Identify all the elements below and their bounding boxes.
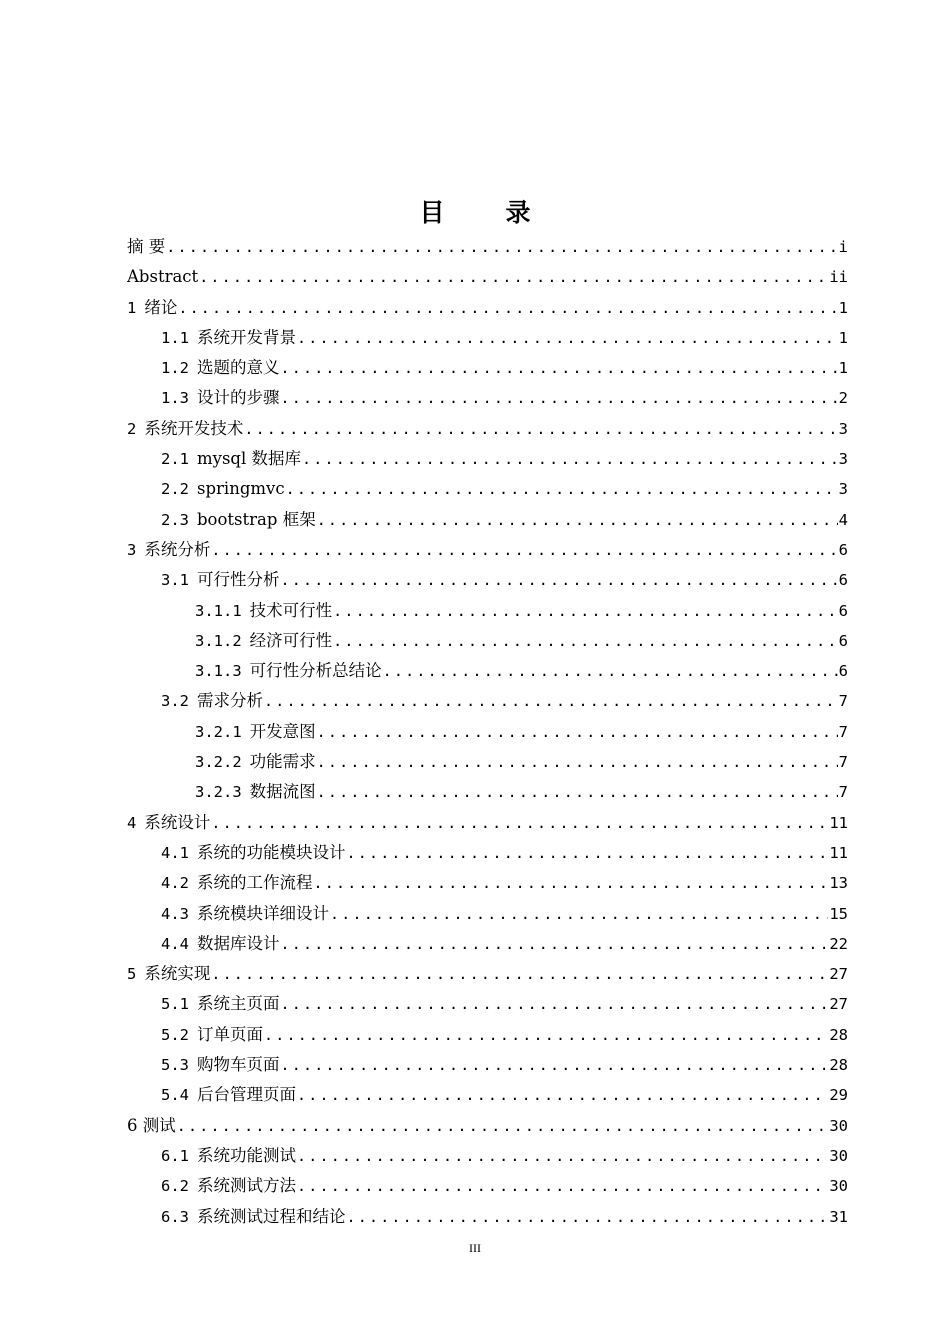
toc-entry-label bbox=[161, 899, 329, 929]
dot-leader bbox=[281, 929, 829, 959]
toc-entry-text: 可行性分析 bbox=[197, 570, 280, 590]
toc-entry-text: 技术可行性 bbox=[249, 600, 333, 620]
toc-entry-text: 设计的步骤 bbox=[197, 388, 280, 408]
dot-leader bbox=[297, 1141, 828, 1171]
toc-entry-label bbox=[161, 868, 313, 898]
toc-entry-page: 2 bbox=[838, 389, 848, 408]
toc-entry-text: bootstrap 框架 bbox=[197, 509, 316, 529]
toc-entry[interactable] bbox=[127, 989, 848, 1019]
toc-entry-number: 5 bbox=[127, 965, 137, 984]
toc-entry-page: 30 bbox=[829, 1116, 848, 1135]
toc-entry[interactable] bbox=[127, 1111, 848, 1141]
toc-entry-page: 6 bbox=[838, 540, 848, 559]
toc-entry-label bbox=[161, 1202, 346, 1232]
toc-entry-number: 2 bbox=[127, 419, 137, 438]
toc-entry-text: 系统主页面 bbox=[197, 994, 280, 1014]
toc-entry-label bbox=[127, 262, 198, 292]
dot-leader bbox=[211, 808, 828, 838]
toc-entry-number: 3.2 bbox=[161, 692, 189, 711]
toc-entry-page: 6 bbox=[838, 571, 848, 590]
toc-entry-number: 3.1.3 bbox=[195, 662, 242, 681]
toc-entry-label bbox=[195, 656, 382, 686]
toc-entry-page: 28 bbox=[829, 1056, 848, 1075]
dot-leader bbox=[264, 1020, 828, 1050]
dot-leader bbox=[244, 414, 837, 444]
dot-leader bbox=[281, 383, 838, 413]
toc-entry-number: 4.2 bbox=[161, 874, 189, 893]
toc-entry-page: 3 bbox=[838, 450, 848, 469]
toc-entry-number: 3.1.1 bbox=[195, 601, 242, 620]
dot-leader bbox=[330, 899, 828, 929]
toc-entry-number: 5.2 bbox=[161, 1025, 189, 1044]
toc-entry-page: 6 bbox=[838, 631, 848, 650]
toc-entry[interactable] bbox=[127, 747, 848, 777]
toc-entry-page: ii bbox=[829, 268, 848, 287]
dot-leader bbox=[347, 1202, 829, 1232]
toc-entry-text: 系统的工作流程 bbox=[197, 873, 313, 893]
toc-title: 目 录 bbox=[419, 198, 549, 227]
toc-entry-label bbox=[161, 1020, 263, 1050]
toc-entry-label bbox=[161, 1141, 296, 1171]
table-of-contents bbox=[127, 232, 848, 1232]
toc-entry-label bbox=[195, 626, 332, 656]
toc-entry-label bbox=[195, 777, 316, 807]
dot-leader bbox=[177, 1111, 829, 1141]
toc-entry-label bbox=[161, 989, 280, 1019]
toc-entry-label bbox=[127, 232, 165, 262]
toc-entry-number: 4.3 bbox=[161, 904, 189, 923]
toc-entry-label bbox=[161, 838, 346, 868]
toc-entry-text: 选题的意义 bbox=[197, 358, 280, 378]
toc-entry-page: 11 bbox=[829, 813, 848, 832]
toc-entry-number: 3.2.1 bbox=[195, 722, 242, 741]
toc-entry-page: 13 bbox=[829, 874, 848, 893]
toc-entry-number: 1 bbox=[127, 298, 137, 317]
dot-leader bbox=[166, 232, 837, 262]
toc-entry-label bbox=[127, 959, 210, 989]
toc-entry-label bbox=[161, 383, 280, 413]
toc-entry-number: 5.1 bbox=[161, 995, 189, 1014]
toc-entry-text: 系统测试过程和结论 bbox=[197, 1206, 346, 1226]
toc-entry-number: 4.1 bbox=[161, 843, 189, 862]
dot-leader bbox=[281, 1050, 829, 1080]
toc-entry-page: 6 bbox=[838, 662, 848, 681]
toc-entry-number: 3.2.3 bbox=[195, 783, 242, 802]
toc-entry-label bbox=[161, 323, 296, 353]
page-number: III bbox=[469, 1241, 481, 1255]
toc-entry-text: 经济可行性 bbox=[249, 630, 333, 650]
toc-entry-label bbox=[161, 1171, 296, 1201]
dot-leader bbox=[317, 505, 838, 535]
toc-entry-text: 系统的功能模块设计 bbox=[197, 842, 346, 862]
toc-entry-label bbox=[127, 293, 177, 323]
toc-entry-page: 15 bbox=[829, 904, 848, 923]
toc-entry-page: 7 bbox=[838, 783, 848, 802]
toc-entry-page: 7 bbox=[838, 692, 848, 711]
dot-leader bbox=[347, 838, 829, 868]
toc-entry-number: 6.1 bbox=[161, 1146, 189, 1165]
toc-entry-number: 3.1 bbox=[161, 571, 189, 590]
toc-entry-page: 29 bbox=[829, 1086, 848, 1105]
toc-entry-number: 5.4 bbox=[161, 1086, 189, 1105]
dot-leader bbox=[286, 474, 838, 504]
toc-entry-page: i bbox=[838, 238, 848, 256]
toc-entry-label bbox=[161, 505, 316, 535]
toc-entry-label bbox=[195, 747, 316, 777]
toc-entry[interactable] bbox=[127, 474, 848, 504]
toc-entry-text: 订单页面 bbox=[197, 1024, 263, 1044]
toc-entry-label bbox=[161, 929, 280, 959]
dot-leader bbox=[297, 1171, 828, 1201]
toc-entry[interactable] bbox=[127, 444, 848, 474]
toc-entry-text: 系统设计 bbox=[144, 812, 211, 832]
toc-entry-label bbox=[161, 474, 285, 504]
toc-entry-text: 绪论 bbox=[144, 297, 178, 317]
toc-entry-number: 1.1 bbox=[161, 328, 189, 347]
dot-leader bbox=[178, 293, 837, 323]
toc-entry-number: 2.2 bbox=[161, 480, 189, 499]
toc-entry[interactable] bbox=[127, 293, 848, 323]
toc-entry[interactable] bbox=[127, 626, 848, 656]
toc-entry[interactable] bbox=[127, 323, 848, 353]
toc-entry-page: 3 bbox=[838, 480, 848, 499]
dot-leader bbox=[297, 1080, 828, 1110]
dot-leader bbox=[281, 565, 838, 595]
toc-entry-text: springmvc bbox=[197, 479, 285, 499]
toc-entry-page: 7 bbox=[838, 753, 848, 772]
toc-entry-number: 6.2 bbox=[161, 1177, 189, 1196]
toc-entry[interactable] bbox=[127, 1141, 848, 1171]
toc-entry-text: 购物车页面 bbox=[197, 1055, 280, 1075]
toc-entry[interactable] bbox=[127, 717, 848, 747]
toc-entry-label bbox=[127, 414, 243, 444]
toc-entry-page: 1 bbox=[838, 359, 848, 378]
toc-entry-number: 2.3 bbox=[161, 510, 189, 529]
toc-entry[interactable] bbox=[127, 353, 848, 383]
toc-entry[interactable] bbox=[127, 808, 848, 838]
toc-entry-page: 27 bbox=[829, 995, 848, 1014]
toc-entry-label bbox=[127, 1111, 176, 1141]
toc-entry[interactable] bbox=[127, 232, 848, 262]
toc-entry[interactable] bbox=[127, 1202, 848, 1232]
dot-leader bbox=[314, 868, 829, 898]
toc-entry-number: 5.3 bbox=[161, 1056, 189, 1075]
toc-entry-text: Abstract bbox=[127, 267, 199, 287]
toc-entry-text: 数据库设计 bbox=[197, 933, 280, 953]
toc-entry[interactable] bbox=[127, 929, 848, 959]
toc-entry[interactable] bbox=[127, 1080, 848, 1110]
dot-leader bbox=[211, 535, 837, 565]
dot-leader bbox=[333, 596, 837, 626]
dot-leader bbox=[383, 656, 838, 686]
toc-entry-label bbox=[161, 686, 263, 716]
toc-entry-text: 摘 要 bbox=[127, 237, 166, 256]
toc-entry-page: 6 bbox=[838, 601, 848, 620]
toc-entry-page: 27 bbox=[829, 965, 848, 984]
toc-entry-label bbox=[127, 535, 210, 565]
toc-entry-number: 6.3 bbox=[161, 1207, 189, 1226]
toc-entry-label bbox=[195, 596, 332, 626]
toc-entry-page: 1 bbox=[838, 298, 848, 317]
toc-entry-label bbox=[161, 1050, 280, 1080]
toc-entry-text: 数据流图 bbox=[249, 782, 316, 802]
toc-entry-page: 30 bbox=[829, 1146, 848, 1165]
toc-entry-text: 可行性分析总结论 bbox=[249, 661, 382, 681]
toc-entry-page: 30 bbox=[829, 1177, 848, 1196]
dot-leader bbox=[199, 262, 828, 292]
toc-entry-page: 11 bbox=[829, 843, 848, 862]
toc-entry-page: 4 bbox=[838, 510, 848, 529]
toc-entry[interactable] bbox=[127, 1050, 848, 1080]
toc-entry-page: 7 bbox=[838, 722, 848, 741]
toc-entry-text: 开发意图 bbox=[249, 721, 316, 741]
dot-leader bbox=[281, 989, 829, 1019]
toc-entry-number: 3.1.2 bbox=[195, 631, 242, 650]
toc-entry[interactable] bbox=[127, 686, 848, 716]
toc-entry-page: 31 bbox=[829, 1207, 848, 1226]
toc-entry[interactable] bbox=[127, 596, 848, 626]
dot-leader bbox=[281, 353, 838, 383]
toc-entry-text: 系统模块详细设计 bbox=[197, 903, 329, 923]
dot-leader bbox=[317, 747, 838, 777]
toc-entry-text: 系统开发技术 bbox=[144, 418, 244, 438]
toc-entry-text: 系统实现 bbox=[144, 964, 211, 984]
toc-entry-text: 需求分析 bbox=[197, 691, 263, 711]
toc-entry[interactable] bbox=[127, 838, 848, 868]
toc-entry-text: 系统功能测试 bbox=[197, 1145, 296, 1165]
toc-entry-number: 1.2 bbox=[161, 359, 189, 378]
toc-entry-page: 3 bbox=[838, 419, 848, 438]
dot-leader bbox=[264, 686, 838, 716]
toc-entry-page: 28 bbox=[829, 1025, 848, 1044]
toc-entry-label bbox=[161, 444, 301, 474]
toc-entry-number: 3.2.2 bbox=[195, 753, 242, 772]
toc-entry-text: 系统分析 bbox=[144, 539, 211, 559]
toc-entry[interactable] bbox=[127, 565, 848, 595]
dot-leader bbox=[297, 323, 838, 353]
toc-entry-number: 4 bbox=[127, 813, 137, 832]
dot-leader bbox=[211, 959, 828, 989]
toc-entry-text: 系统测试方法 bbox=[197, 1176, 296, 1196]
toc-entry-text: 系统开发背景 bbox=[197, 327, 296, 347]
toc-entry-text: 后台管理页面 bbox=[197, 1085, 296, 1105]
dot-leader bbox=[317, 717, 838, 747]
toc-entry[interactable] bbox=[127, 868, 848, 898]
toc-entry[interactable] bbox=[127, 1171, 848, 1201]
dot-leader bbox=[302, 444, 838, 474]
toc-entry-label bbox=[195, 717, 316, 747]
toc-entry[interactable] bbox=[127, 899, 848, 929]
toc-entry-number: 1.3 bbox=[161, 389, 189, 408]
toc-entry-text: mysql 数据库 bbox=[197, 449, 302, 469]
toc-entry-page: 1 bbox=[838, 328, 848, 347]
toc-entry[interactable] bbox=[127, 262, 848, 292]
toc-entry[interactable] bbox=[127, 959, 848, 989]
toc-entry[interactable] bbox=[127, 1020, 848, 1050]
toc-entry-number: 4.4 bbox=[161, 934, 189, 953]
toc-entry-number: 3 bbox=[127, 540, 137, 559]
toc-entry[interactable] bbox=[127, 505, 848, 535]
toc-entry[interactable] bbox=[127, 383, 848, 413]
toc-entry-text: 功能需求 bbox=[249, 752, 316, 772]
toc-entry-label bbox=[161, 1080, 296, 1110]
toc-entry[interactable] bbox=[127, 414, 848, 444]
toc-entry[interactable] bbox=[127, 656, 848, 686]
toc-entry-page: 22 bbox=[829, 934, 848, 953]
toc-entry-label bbox=[127, 808, 210, 838]
toc-entry[interactable] bbox=[127, 777, 848, 807]
toc-entry-number: 2.1 bbox=[161, 450, 189, 469]
dot-leader bbox=[317, 777, 838, 807]
toc-entry-label bbox=[161, 565, 280, 595]
toc-entry-label bbox=[161, 353, 280, 383]
dot-leader bbox=[333, 626, 837, 656]
toc-entry[interactable] bbox=[127, 535, 848, 565]
toc-entry-text: 6 测试 bbox=[127, 1115, 176, 1135]
